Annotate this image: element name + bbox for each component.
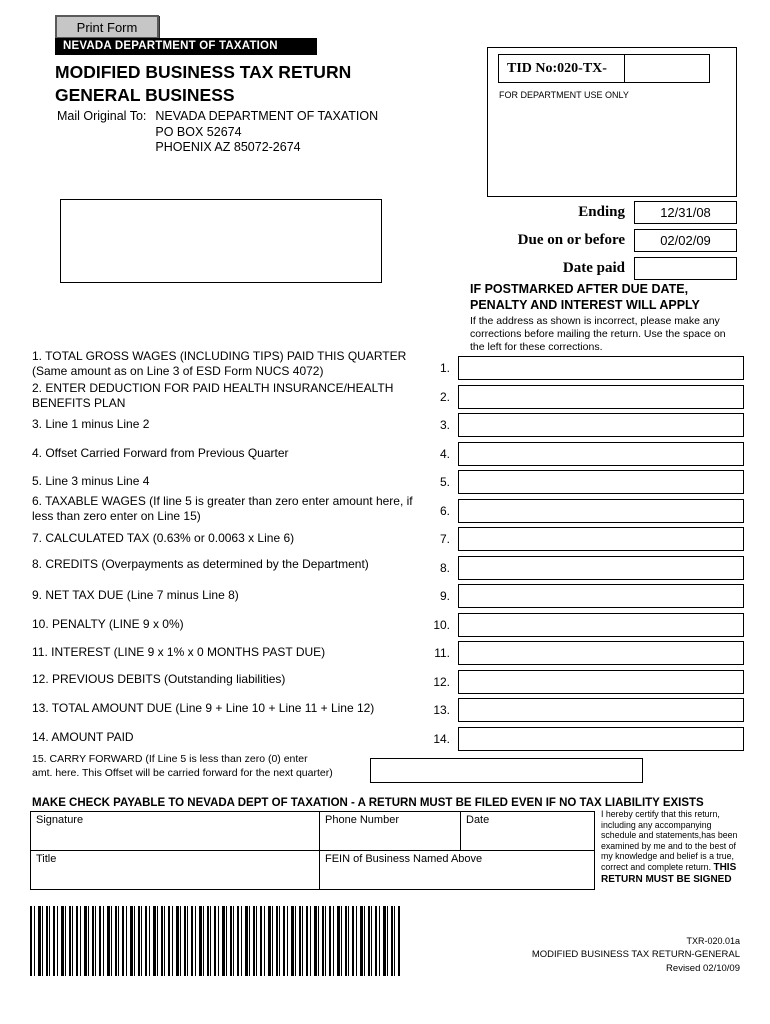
tid-number-box — [498, 54, 710, 83]
line-5-label: 5. Line 3 minus Line 4 — [32, 474, 150, 488]
line-12-input[interactable] — [458, 670, 744, 694]
line-3-number: 3. — [439, 418, 450, 432]
line-5-input[interactable] — [458, 470, 744, 494]
department-use-box — [487, 47, 737, 197]
due-on-or-before-label: Due on or before — [517, 232, 625, 248]
line-12-label: 12. PREVIOUS DEBITS (Outstanding liabilities) — [32, 672, 286, 686]
line-11-number: 11. — [434, 646, 450, 660]
line-8-input[interactable] — [458, 556, 744, 580]
title-label: Title — [36, 853, 57, 865]
line-7-label: 7. CALCULATED TAX (0.63% or 0.0063 x Line 6) — [32, 531, 295, 545]
phone-number-label: Phone Number — [325, 814, 399, 826]
line-6-label: 6. TAXABLE WAGES (If line 5 is greater than zero enter amount here, if less than zero enter on Line 15) — [32, 494, 413, 523]
mail-to-label: Mail Original To: — [57, 109, 147, 123]
line-11-label: 11. INTEREST (LINE 9 x 1% x 0 MONTHS PAST DUE) — [32, 645, 326, 659]
line-4-number: 4. — [439, 447, 450, 461]
signature-row-1 — [31, 812, 594, 850]
mail-to-name: NEVADA DEPARTMENT OF TAXATION — [155, 109, 379, 123]
postmark-warning-line2: PENALTY AND INTEREST WILL APPLY — [470, 297, 700, 312]
line-1-number: 1. — [439, 361, 450, 375]
signature-row-2 — [31, 850, 594, 889]
line-15-label — [32, 752, 333, 780]
line-6-number: 6. — [439, 504, 450, 518]
address-correction-note: If the address as shown is incorrect, please make any corrections before mailing the return. Use the space on the left for these corrections. — [470, 315, 726, 353]
signature-label: Signature — [36, 814, 84, 826]
certification-statement — [601, 809, 741, 885]
line-3-label: 3. Line 1 minus Line 2 — [32, 417, 150, 431]
line-14-input[interactable] — [458, 727, 744, 751]
line-11-input[interactable] — [458, 641, 744, 665]
line-13-input[interactable] — [458, 698, 744, 722]
phone-number-field[interactable] — [320, 812, 461, 850]
line-15-label-line2: amt. here. This Offset will be carried forward for the next quarter) — [32, 767, 333, 779]
department-use-label: FOR DEPARTMENT USE ONLY — [499, 90, 629, 100]
mail-to-address — [155, 109, 378, 156]
line-1-label: 1. TOTAL GROSS WAGES (INCLUDING TIPS) PAID THIS QUARTER (Same amount as on Line 3 of ESD Form NUCS 4072) — [32, 349, 407, 378]
check-payable-notice: MAKE CHECK PAYABLE TO NEVADA DEPT OF TAXATION - A RETURN MUST BE FILED EVEN IF NO TAX LIABILITY EXISTS — [32, 797, 704, 809]
tid-number-input[interactable] — [624, 55, 709, 82]
signature-field[interactable] — [31, 812, 320, 850]
line-2-input[interactable] — [458, 385, 744, 409]
line-8-label: 8. CREDITS (Overpayments as determined by the Department) — [32, 557, 369, 571]
line-14-label: 14. AMOUNT PAID — [32, 730, 134, 744]
line-12-number: 12. — [433, 675, 450, 689]
address-correction-box[interactable] — [60, 199, 382, 283]
ending-input[interactable]: 12/31/08 — [634, 201, 737, 224]
line-15-input[interactable] — [370, 758, 643, 783]
line-2-number: 2. — [439, 390, 450, 404]
line-4-input[interactable] — [458, 442, 744, 466]
fein-field[interactable] — [320, 851, 594, 889]
form-title-line2: GENERAL BUSINESS — [55, 85, 235, 105]
postmark-warning — [470, 282, 700, 313]
form-id-block — [440, 934, 740, 976]
signature-table — [30, 811, 595, 890]
date-paid-label: Date paid — [562, 260, 625, 276]
line-2-label: 2. ENTER DEDUCTION FOR PAID HEALTH INSURANCE/HEALTH BENEFITS PLAN — [32, 381, 394, 410]
line-7-input[interactable] — [458, 527, 744, 551]
line-9-input[interactable] — [458, 584, 744, 608]
line-8-number: 8. — [439, 561, 450, 575]
line-1-input[interactable] — [458, 356, 744, 380]
barcode — [30, 906, 402, 976]
department-banner: NEVADA DEPARTMENT OF TAXATION — [55, 38, 317, 55]
line-15-label-line1: 15. CARRY FORWARD (If Line 5 is less than zero (0) enter — [32, 753, 308, 765]
tid-number-label: TID No:020-TX- — [507, 60, 607, 76]
form-name: MODIFIED BUSINESS TAX RETURN-GENERAL — [531, 949, 740, 960]
date-field[interactable] — [461, 812, 594, 850]
line-5-number: 5. — [439, 475, 450, 489]
form-revision-date: Revised 02/10/09 — [666, 963, 740, 974]
due-on-or-before-input[interactable]: 02/02/09 — [634, 229, 737, 252]
form-title-line1: MODIFIED BUSINESS TAX RETURN — [55, 62, 352, 82]
mail-to-city: PHOENIX AZ 85072-2674 — [155, 140, 301, 154]
line-9-label: 9. NET TAX DUE (Line 7 minus Line 8) — [32, 588, 239, 602]
line-4-label: 4. Offset Carried Forward from Previous Quarter — [32, 446, 289, 460]
line-6-input[interactable] — [458, 499, 744, 523]
line-13-label: 13. TOTAL AMOUNT DUE (Line 9 + Line 10 + Line 11 + Line 12) — [32, 701, 375, 715]
title-field[interactable] — [31, 851, 320, 889]
line-10-input[interactable] — [458, 613, 744, 637]
form-number: TXR-020.01a — [686, 936, 740, 946]
postmark-warning-line1: IF POSTMARKED AFTER DUE DATE, — [470, 282, 689, 296]
line-10-label: 10. PENALTY (LINE 9 x 0%) — [32, 617, 184, 631]
date-label: Date — [466, 814, 490, 826]
certification-text: I hereby certify that this return, including any accompanying schedule and statements,has been examined by me and to the best of my knowledge and belief is a true, correct and complete return. — [601, 809, 738, 872]
line-7-number: 7. — [439, 532, 450, 546]
date-paid-input[interactable] — [634, 257, 737, 280]
line-10-number: 10. — [433, 618, 450, 632]
mail-to-po: PO BOX 52674 — [155, 124, 242, 139]
certification-bold-text: THIS RETURN MUST BE SIGNED — [601, 861, 737, 885]
print-form-button[interactable]: Print Form — [55, 15, 159, 39]
ending-label: Ending — [578, 204, 625, 220]
line-3-input[interactable] — [458, 413, 744, 437]
line-9-number: 9. — [439, 589, 450, 603]
fein-label: FEIN of Business Named Above — [325, 853, 483, 865]
line-14-number: 14. — [433, 732, 450, 746]
line-13-number: 13. — [433, 703, 450, 717]
mail-to-block — [57, 109, 378, 156]
